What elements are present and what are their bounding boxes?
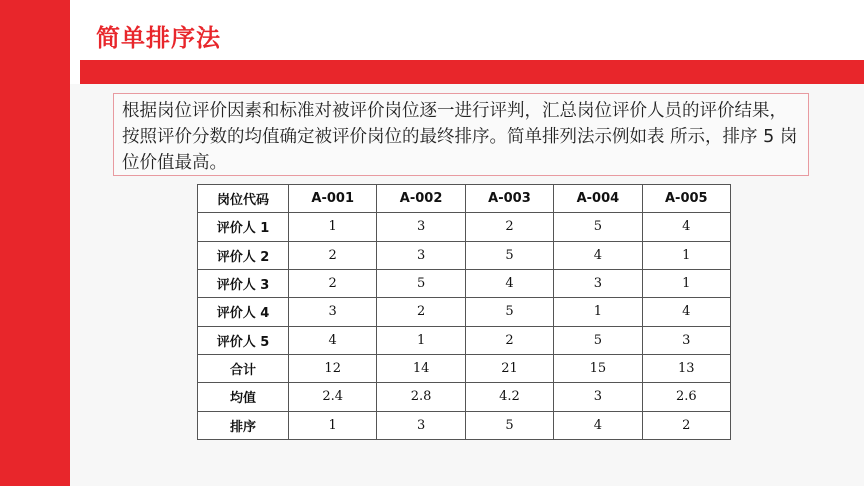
table-cell: 1 bbox=[642, 241, 730, 269]
table-cell: 5 bbox=[554, 213, 642, 241]
table-cell: 2.4 bbox=[289, 383, 377, 411]
table-cell: 2.8 bbox=[377, 383, 465, 411]
table-cell: 4 bbox=[465, 269, 553, 297]
table-row bbox=[198, 241, 731, 269]
row-label-cell: 评价人 5 bbox=[198, 326, 289, 354]
table-cell: 2 bbox=[289, 241, 377, 269]
row-label-cell: 评价人 3 bbox=[198, 269, 289, 297]
header-cell: 岗位代码 bbox=[198, 185, 289, 213]
table-row bbox=[198, 411, 731, 439]
table-cell: 4.2 bbox=[465, 383, 553, 411]
description-box: 根据岗位评价因素和标准对被评价岗位逐一进行评判，汇总岗位评价人员的评价结果，按照评价分数的均值确定被评价岗位的最终排序。简单排列法示例如表 所示，排序 5 岗位价值最高。 bbox=[113, 93, 809, 176]
ranking-table-body bbox=[198, 185, 731, 440]
table-cell: 2 bbox=[377, 298, 465, 326]
row-label-cell: 评价人 2 bbox=[198, 241, 289, 269]
table-cell: 1 bbox=[642, 269, 730, 297]
table-cell: 4 bbox=[642, 213, 730, 241]
table-cell: 15 bbox=[554, 354, 642, 382]
left-accent-bar bbox=[0, 0, 70, 486]
row-label-cell: 均值 bbox=[198, 383, 289, 411]
header-cell: A-004 bbox=[554, 185, 642, 213]
row-label-cell: 评价人 1 bbox=[198, 213, 289, 241]
table-cell: 4 bbox=[554, 241, 642, 269]
table-row bbox=[198, 213, 731, 241]
table-cell: 3 bbox=[377, 241, 465, 269]
row-label-cell: 合计 bbox=[198, 354, 289, 382]
table-cell: 5 bbox=[465, 241, 553, 269]
table-cell: 5 bbox=[465, 298, 553, 326]
table-cell: 5 bbox=[377, 269, 465, 297]
row-label-cell: 评价人 4 bbox=[198, 298, 289, 326]
table-cell: 5 bbox=[465, 411, 553, 439]
header-cell: A-005 bbox=[642, 185, 730, 213]
header-cell: A-003 bbox=[465, 185, 553, 213]
table-row bbox=[198, 383, 731, 411]
table-header-row bbox=[198, 185, 731, 213]
table-row bbox=[198, 326, 731, 354]
table-cell: 3 bbox=[377, 411, 465, 439]
table-cell: 1 bbox=[377, 326, 465, 354]
table-cell: 2 bbox=[642, 411, 730, 439]
table-cell: 14 bbox=[377, 354, 465, 382]
table-cell: 2 bbox=[465, 326, 553, 354]
table-cell: 3 bbox=[377, 213, 465, 241]
table-cell: 2 bbox=[465, 213, 553, 241]
table-row bbox=[198, 354, 731, 382]
table-cell: 13 bbox=[642, 354, 730, 382]
table-cell: 12 bbox=[289, 354, 377, 382]
table-cell: 1 bbox=[289, 411, 377, 439]
table-cell: 4 bbox=[554, 411, 642, 439]
table-row bbox=[198, 298, 731, 326]
table-cell: 2 bbox=[289, 269, 377, 297]
table-cell: 3 bbox=[642, 326, 730, 354]
table-cell: 3 bbox=[289, 298, 377, 326]
table-cell: 4 bbox=[642, 298, 730, 326]
table-cell: 1 bbox=[554, 298, 642, 326]
row-label-cell: 排序 bbox=[198, 411, 289, 439]
table-cell: 2.6 bbox=[642, 383, 730, 411]
header-cell: A-002 bbox=[377, 185, 465, 213]
table-cell: 5 bbox=[554, 326, 642, 354]
ranking-table bbox=[197, 184, 731, 440]
red-title-band bbox=[80, 60, 864, 84]
table-cell: 4 bbox=[289, 326, 377, 354]
table-cell: 21 bbox=[465, 354, 553, 382]
table-cell: 3 bbox=[554, 269, 642, 297]
header-cell: A-001 bbox=[289, 185, 377, 213]
table-cell: 3 bbox=[554, 383, 642, 411]
table-cell: 1 bbox=[289, 213, 377, 241]
table-row bbox=[198, 269, 731, 297]
slide-title: 简单排序法 bbox=[96, 24, 221, 52]
